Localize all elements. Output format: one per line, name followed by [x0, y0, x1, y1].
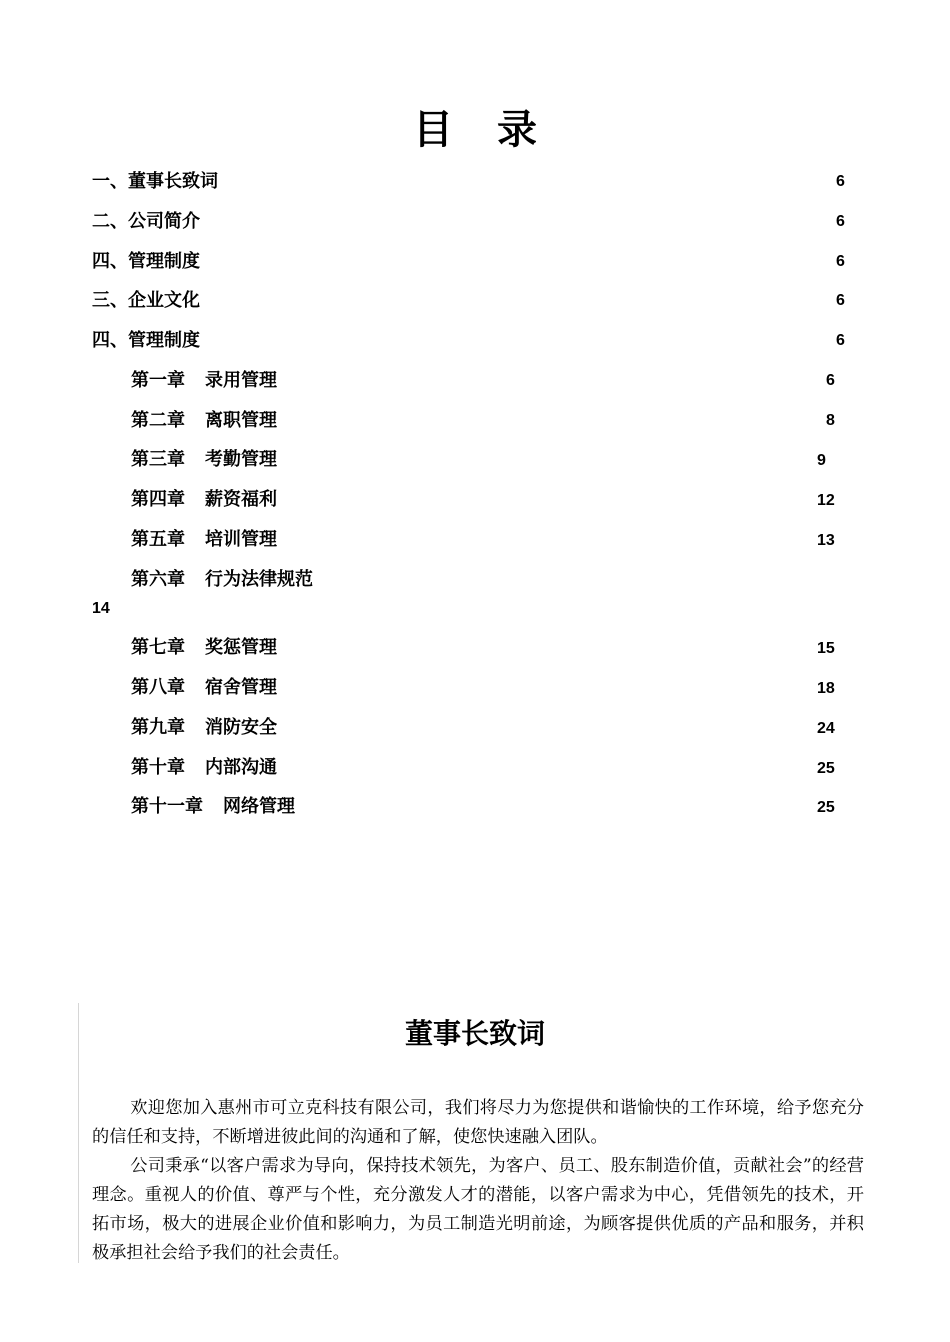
toc-chapter-4[interactable]	[131, 488, 277, 512]
toc-chapter-7[interactable]	[131, 636, 277, 660]
toc-chapter-name: 行为法律规范	[205, 569, 313, 590]
toc-chapter-name: 薪资福利	[205, 489, 277, 510]
toc-chapter-number: 第十章	[131, 757, 185, 778]
toc-chapter-7-page: 15	[817, 640, 835, 657]
toc-chapter-name: 消防安全	[205, 717, 277, 738]
toc-chapter-9[interactable]	[131, 716, 277, 740]
toc-chapter-9-page: 24	[817, 720, 835, 737]
toc-entry-3-page: 6	[836, 253, 845, 270]
toc-chapter-2[interactable]	[131, 409, 277, 433]
toc-title-char-2: 录	[497, 107, 537, 153]
toc-entry-2-page: 6	[836, 213, 845, 230]
toc-chapter-4-page: 12	[817, 492, 835, 509]
toc-chapter-name: 奖惩管理	[205, 637, 277, 658]
toc-chapter-3-page: 9	[817, 452, 826, 469]
toc-chapter-8-page: 18	[817, 680, 835, 697]
toc-entry-5-page: 6	[836, 332, 845, 349]
toc-entry-3[interactable]: 四、管理制度	[92, 251, 200, 272]
toc-chapter-11[interactable]	[131, 795, 295, 819]
toc-chapter-number: 第十一章	[131, 796, 203, 817]
toc-chapter-2-page: 8	[826, 412, 835, 429]
toc-chapter-8[interactable]	[131, 676, 277, 700]
toc-chapter-5-page: 13	[817, 532, 835, 549]
toc-entry-1[interactable]: 一、董事长致词	[92, 171, 218, 192]
toc-chapter-11-page: 25	[817, 799, 835, 816]
body-paragraph-1	[92, 1094, 864, 1152]
toc-chapter-10[interactable]	[131, 756, 277, 780]
toc-chapter-number: 第二章	[131, 410, 185, 431]
toc-chapter-name: 宿舍管理	[205, 677, 277, 698]
toc-chapter-1[interactable]	[131, 369, 277, 393]
toc-title-char-1: 目	[413, 107, 453, 153]
toc-chapter-number: 第三章	[131, 449, 185, 470]
toc-chapter-10-page: 25	[817, 760, 835, 777]
toc-entry-1-page: 6	[836, 173, 845, 190]
toc-chapter-6-page: 14	[92, 600, 110, 617]
toc-title	[0, 104, 950, 156]
toc-entry-5[interactable]: 四、管理制度	[92, 330, 200, 351]
toc-chapter-6[interactable]	[131, 568, 313, 592]
toc-chapter-name: 离职管理	[205, 410, 277, 431]
toc-chapter-number: 第一章	[131, 370, 185, 391]
body-paragraph-2	[92, 1152, 864, 1268]
toc-chapter-name: 培训管理	[205, 529, 277, 550]
toc-chapter-name: 录用管理	[205, 370, 277, 391]
section-title: 董事长致词	[404, 1017, 545, 1050]
toc-chapter-number: 第四章	[131, 489, 185, 510]
toc-chapter-number: 第六章	[131, 569, 185, 590]
toc-chapter-number: 第八章	[131, 677, 185, 698]
toc-chapter-name: 网络管理	[223, 796, 295, 817]
toc-entry-4[interactable]: 三、企业文化	[92, 290, 200, 311]
toc-chapter-number: 第七章	[131, 637, 185, 658]
toc-entry-4-page: 6	[836, 292, 845, 309]
toc-chapter-5[interactable]	[131, 528, 277, 552]
body-paragraph-1-text: 欢迎您加入惠州市可立克科技有限公司，我们将尽力为您提供和谐愉快的工作环境，给予您充分的信任和支持，不断增进彼此间的沟通和了解，使您快速融入团队。	[92, 1098, 864, 1147]
toc-chapter-name: 考勤管理	[205, 449, 277, 470]
toc-chapter-name: 内部沟通	[205, 757, 277, 778]
toc-entry-2[interactable]: 二、公司简介	[92, 211, 200, 232]
toc-chapter-3[interactable]	[131, 448, 277, 472]
toc-chapter-1-page: 6	[826, 372, 835, 389]
toc-chapter-number: 第九章	[131, 717, 185, 738]
body-paragraph-2-text: 公司秉承“以客户需求为导向，保持技术领先，为客户、员工、股东制造价值，贡献社会”的经营理念。重视人的价值、尊严与个性，充分激发人才的潜能，以客户需求为中心，凭借领先的技术，开拓市场，极大的进展企业价值和影响力，为员工制造光明前途，为顾客提供优质的产品和服务，并积极承担社会给予我们的社会责任。	[92, 1156, 864, 1263]
toc-chapter-number: 第五章	[131, 529, 185, 550]
